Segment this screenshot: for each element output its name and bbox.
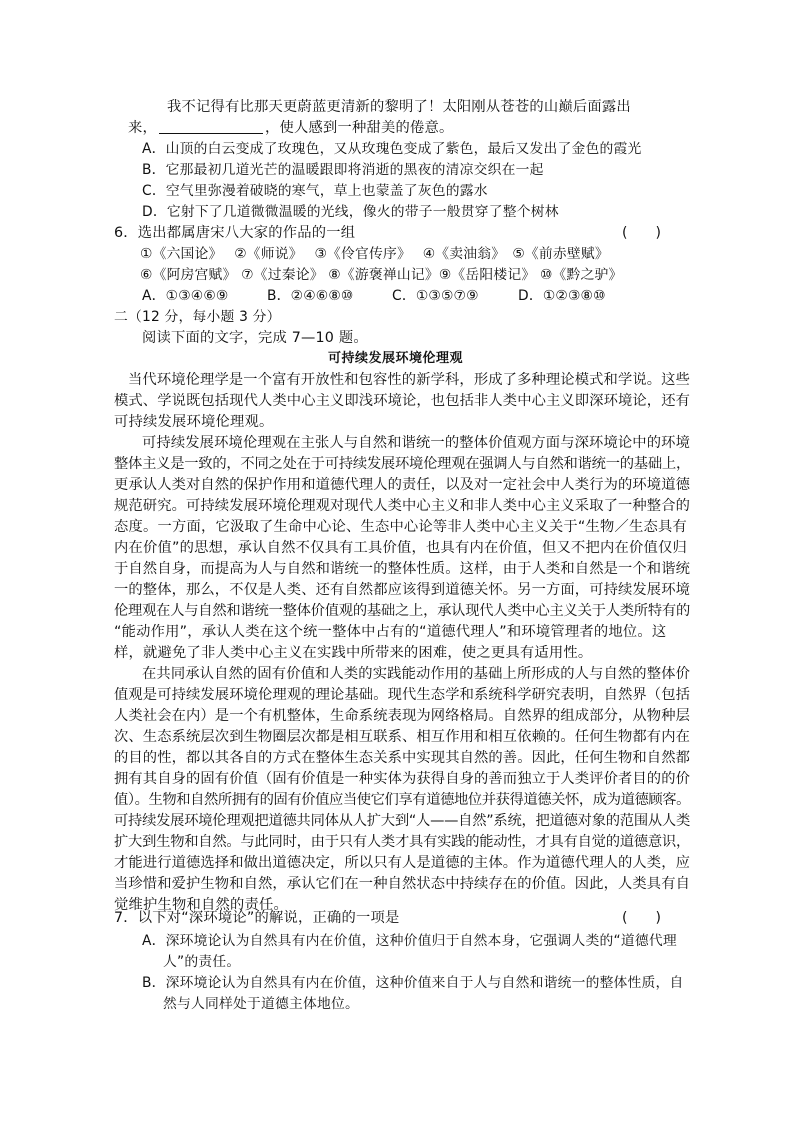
passage-line: 值）。生物和自然所拥有的固有价值应当使它们享有道德地位并获得道德关怀，成为道德顾客。	[114, 792, 690, 808]
q6-option-a: A．①③④⑥⑨	[142, 288, 229, 304]
passage-line: 才能进行道德选择和做出道德决定，所以只有人是道德的主体。作为道德代理人的人类，应	[114, 855, 690, 871]
passage-title: 可持续发展环境伦理观	[328, 351, 464, 366]
passage-line: 规范研究。可持续发展环境伦理观对现代人类中心主义和非人类中心主义采取了一种整合的	[114, 498, 690, 514]
passage-line: “能动作用”，承认人类在这个统一整体中占有的“道德代理人”和环境管理者的地位。这	[114, 624, 667, 640]
q7-option-b-line-1: B．深环境论认为自然具有内在价值，这种价值来自于人与自然和谐统一的整体性质，自	[142, 975, 684, 991]
q5-stem-suffix: ，使人感到一种甜美的倦意。	[265, 120, 454, 136]
q5-stem-line-2	[128, 118, 453, 138]
q5-option-d: D．它射下了几道微微温暖的光线，像火的带子一般贯穿了整个树林	[142, 204, 559, 220]
q6-stem: 6．选出都属唐宋八大家的作品的一组	[114, 225, 356, 241]
passage-line: 内在价值”的思想，承认自然不仅具有工具价值，也具有内在价值，但又不把内在价值仅归	[114, 540, 687, 556]
section-instruction: 阅读下面的文字，完成 7—10 题。	[142, 330, 368, 346]
passage-line: 伦理观在人与自然和谐统一整体价值观的基础之上，承认现代人类中心主义关于人类所特有的	[114, 603, 690, 619]
passage-line: 值观是可持续发展环境伦理观的理论基础。现代生态学和系统科学研究表明，自然界（包括	[114, 687, 690, 703]
q6-option-b: B．②④⑥⑧⑩	[267, 288, 354, 304]
passage-line: 次、生态系统层次到生物圈层次都是相互联系、相互作用和相互依赖的。任何生物都有内在	[114, 729, 690, 745]
q6-works-line-2: ⑥《阿房宫赋》 ⑦《过秦论》 ⑧《游褒禅山记》⑨《岳阳楼记》 ⑩《黔之驴》	[140, 267, 623, 283]
answer-blank[interactable]	[159, 119, 263, 134]
q5-stem-prefix: 来，	[128, 120, 157, 136]
q7-option-a-line-1: A．深环境论认为自然具有内在价值，这种价值归于自然本身，它强调人类的“道德代理	[142, 933, 677, 949]
passage-line: 当珍惜和爱护生物和自然，承认它们在一种自然状态中持续存在的价值。因此，人类具有自	[114, 876, 690, 892]
passage-line: 更承认人类对自然的保护作用和道德代理人的责任，以及对一定社会中人类行为的环境道德	[114, 477, 690, 493]
passage-line: 觉维护生物和自然的责任。	[114, 897, 288, 913]
passage-line: 在共同承认自然的固有价值和人类的实践能动作用的基础上所形成的人与自然的整体价	[142, 666, 690, 682]
q5-option-c: C．空气里弥漫着破晓的寒气，草上也蒙盖了灰色的露水	[142, 183, 488, 199]
passage-line: 整体主义是一致的，不同之处在于可持续发展环境伦理观在强调人与自然和谐统一的基础上，	[114, 456, 690, 472]
passage-line: 样，就避免了非人类中心主义在实践中所带来的困难，使之更具有适用性。	[114, 645, 593, 661]
passage-line: 可持续发展环境伦理观在主张人与自然和谐统一的整体价值观方面与深环境论中的环境	[142, 435, 690, 451]
q7-stem: 7．以下对“深环境论”的解说，正确的一项是	[114, 910, 400, 926]
passage-line: 模式、学说既包括现代人类中心主义即浅环境论，也包括非人类中心主义即深环境论，还有	[114, 393, 690, 409]
q7-option-b-line-2: 然与人同样处于道德主体地位。	[163, 996, 359, 1012]
q5-option-a: A．山顶的白云变成了玫瑰色，又从玫瑰色变成了紫色，最后又发出了金色的霞光	[142, 141, 642, 157]
q7-answer-paren: ( )	[622, 910, 661, 926]
passage-line: 拥有其自身的固有价值（固有价值是一种实体为获得自身的善而独立于人类评价者目的的价	[114, 771, 690, 787]
passage-line: 当代环境伦理学是一个富有开放性和包容性的新学科，形成了多种理论模式和学说。这些	[128, 372, 690, 388]
q6-answer-paren: ( )	[622, 225, 661, 241]
passage-line: 的目的性，都以其各自的方式在整体生态关系中实现其自然的善。因此，任何生物和自然都	[114, 750, 690, 766]
section-header: 二（12 分，每小题 3 分）	[114, 309, 281, 325]
passage-line: 扩大到生物和自然。与此同时，由于只有人类才具有实践的能动性，才具有自觉的道德意识，	[114, 834, 690, 850]
q6-option-d: D．①②③⑧⑩	[518, 288, 606, 304]
q5-stem-line-1: 我不记得有比那天更蔚蓝更清新的黎明了！太阳刚从苍苍的山巅后面露出	[167, 99, 631, 115]
passage-line: 一的整体，那么，不仅是人类、还有自然都应该得到道德关怀。另一方面，可持续发展环境	[114, 582, 690, 598]
q6-works-line-1: ①《六国论》 ②《师说》 ③《伶官传序》 ④《卖油翁》 ⑤《前赤壁赋》	[140, 246, 609, 262]
q6-option-c: C．①③⑤⑦⑨	[392, 288, 479, 304]
q5-option-b: B．它那最初几道光芒的温暖跟即将消逝的黑夜的清凉交织在一起	[142, 162, 544, 178]
passage-line: 于自然自身，而提高为人与自然和谐统一的整体性质。这样，由于人类和自然是一个和谐统	[114, 561, 690, 577]
q7-option-a-line-2: 人”的责任。	[163, 954, 241, 970]
passage-line: 可持续发展环境伦理观把道德共同体从人扩大到“人——自然”系统，把道德对象的范围从人类	[114, 813, 690, 829]
passage-line: 可持续发展环境伦理观。	[114, 414, 274, 430]
passage-line: 态度。一方面，它汲取了生命中心论、生态中心论等非人类中心主义关于“生物／生态具有	[114, 519, 687, 535]
passage-line: 人类社会在内）是一个有机整体，生命系统表现为网络格局。自然界的组成部分，从物种层	[114, 708, 690, 724]
